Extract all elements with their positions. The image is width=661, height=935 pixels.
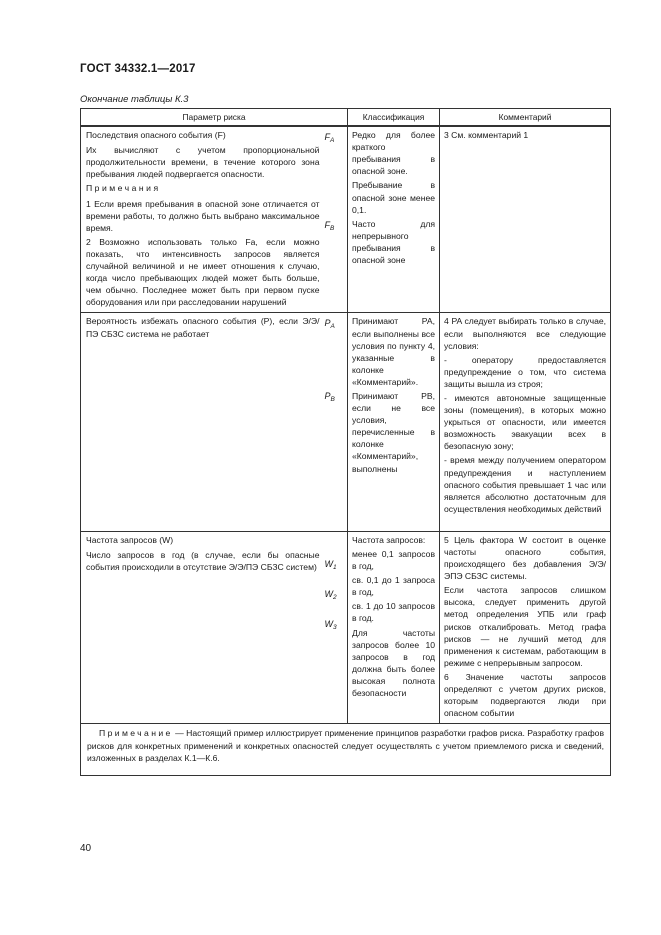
comment-item: Если частота запросов слишком высока, следует применить другой метод определения УПБ или граф рисков откалибровать. Метод графа рисков — не лучший метод для применения к системам, работающим в режиме с непрерывным запросом. — [444, 585, 607, 668]
comment-item: - имеются автономные защищенные зоны (помещения), в которых можно укрыться от опасности, или имеется возможность эвакуации всех в безопасную зону; — [444, 392, 607, 452]
labels-cell — [323, 126, 348, 313]
table-row-avoidance — [81, 313, 611, 532]
classification-item: Пребывание в опасной зоне менее 0,1. — [352, 180, 436, 215]
parameter-description: Число запросов в год (в случае, если бы опасные события происходили в отсутствие Э/Э/ПЭ СБЗС систем) — [86, 550, 320, 573]
column-header-comment: Комментарий — [440, 109, 611, 127]
table-row-consequences — [81, 126, 611, 313]
classification-item: св. 1 до 10 запросов в год. — [352, 601, 436, 624]
parameter-title: Вероятность избежать опасного события (P), если Э/Э/ПЭ СБЗС система не работает — [86, 316, 320, 339]
classification-cell — [348, 531, 440, 723]
document-header: ГОСТ 34332.1—2017 — [80, 63, 196, 75]
classification-item: Принимают PA, если выполнены все условия по пункту 4, указанные в колонке «Комментарий». — [352, 316, 436, 387]
column-header-classification: Классификация — [348, 109, 440, 127]
parameter-description: Их вычисляют с учетом пропорциональной продолжительности времени, в течение которого зона пребывания людей подвергается опасности. — [86, 145, 320, 180]
label-pb: $P_B$ — [324, 390, 335, 403]
labels-cell — [323, 531, 348, 723]
risk-parameters-table — [80, 108, 611, 776]
comment-cell — [440, 531, 611, 723]
table-footnote — [81, 724, 611, 776]
comment-item: 6 Значение частоты запросов определяют с учетом других рисков, которым подвергаются люди при опасном событии — [444, 671, 607, 719]
parameter-title: Частота запросов (W) — [86, 534, 174, 545]
parameter-cell — [81, 126, 323, 313]
classification-item: Принимают PB, если не все условия, перечисленные в колонке «Комментарий», выполнены — [352, 390, 436, 474]
comment-item: - время между получением оператором предупреждения и наступлением опасного события превышает 1 час или является абсолютно достаточным для осуществления необходимых действий — [444, 455, 607, 514]
parameter-title: Последствия опасного события (F) — [86, 130, 226, 141]
classification-item: Частота запросов: — [352, 534, 426, 545]
classification-item: Редко для более краткого пребывания в опасной зоне. — [352, 130, 436, 177]
label-w2: $W_2$ — [324, 589, 337, 601]
column-header-parameter: Параметр риска — [81, 109, 348, 127]
labels-cell — [323, 313, 348, 532]
notes-heading: Примечания — [86, 183, 161, 194]
footnote-label: Примечание — [99, 728, 173, 739]
note-2: 2 Возможно использовать только Fa, если можно показать, что интенсивность запросов является случайной величиной и не имеет отношения к случаю, когда число пребывающих людей может быть больше, чем обычно. Последнее может быть при первом пуске оборудования или при расследовании нарушений — [86, 236, 320, 308]
classification-item: менее 0,1 запросов в год, — [352, 549, 436, 572]
classification-cell — [348, 126, 440, 313]
label-fa: $F_A$ — [324, 132, 335, 145]
table-footnote-row — [81, 724, 611, 776]
label-fb: $F_B$ — [324, 220, 335, 233]
label-w3: $W_3$ — [324, 619, 337, 632]
table-row-demand-rate — [81, 531, 611, 723]
label-pa: $P_A$ — [324, 318, 335, 331]
table-caption: Окончание таблицы К.3 — [80, 94, 189, 105]
classification-item: св. 0,1 до 1 запроса в год, — [352, 575, 436, 598]
classification-item: Часто для непрерывного пребывания в опасной зоне — [352, 218, 436, 266]
comment-item: 3 См. комментарий 1 — [444, 130, 529, 141]
parameter-cell — [81, 313, 323, 532]
comment-item: - оператору предоставляется предупреждение о том, что система защиты вышла из строя; — [444, 354, 607, 389]
comment-cell — [440, 313, 611, 532]
page-number: 40 — [80, 843, 92, 854]
table-header-row — [81, 109, 611, 127]
label-w1: $W_1$ — [324, 558, 337, 571]
footnote-text: — Настоящий пример иллюстрирует применение принципов разработки графов риска. Разработку графов рисков для конкретных применений и конкретных опасностей следует осуществлять с учетом приемлемого риска и сведений, изложенных в разделах К.1—К.6. — [87, 728, 605, 764]
note-1: 1 Если время пребывания в опасной зоне отличается от времени работы, то должно быть выбрано максимальное время. — [86, 198, 320, 233]
comment-item: 5 Цель фактора W состоит в оценке частоты опасного события, происходящего без добавления Э/Э/ЭПЭ СБЗС системы. — [444, 534, 607, 582]
comment-item: 4 PA следует выбирать только в случае, если выполняются все следующие условия: — [444, 316, 607, 351]
classification-item: Для частоты запросов более 10 запросов в год должна быть более высокая полнота безопасности — [352, 627, 436, 699]
parameter-cell — [81, 531, 323, 723]
comment-cell — [440, 126, 611, 313]
classification-cell — [348, 313, 440, 532]
